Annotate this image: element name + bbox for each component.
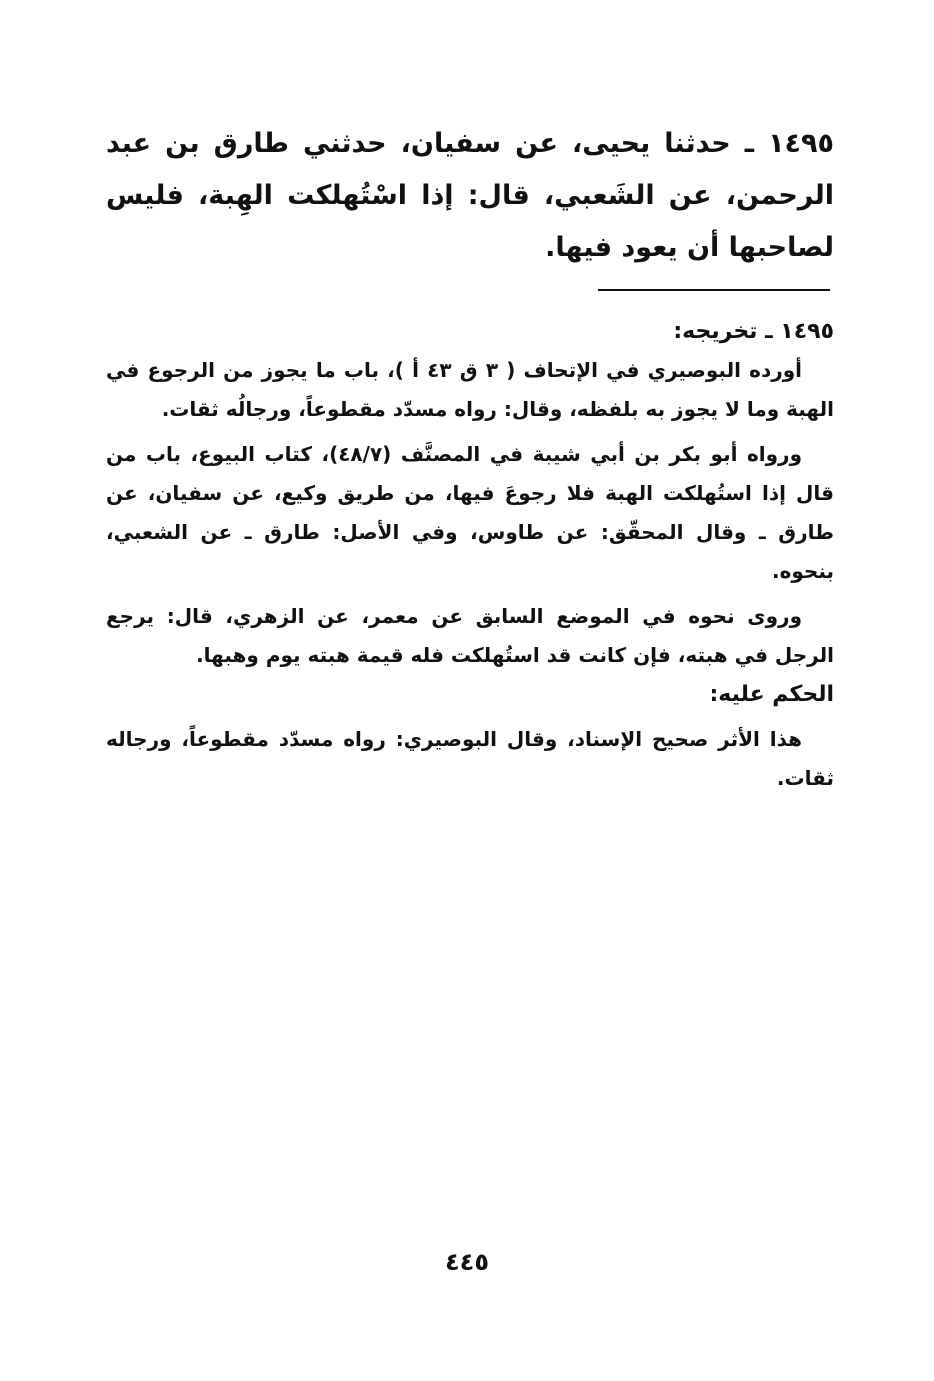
hadith-number: ١٤٩٥ xyxy=(768,128,834,159)
page-number: ٤٤٥ xyxy=(445,1248,489,1276)
footnote-paragraph-1: أورده البوصيري في الإتحاف ( ٣ ق ٤٣ أ )، باب ما يجوز من الرجوع في الهبة وما لا يجوز به بلفظه، وقال: رواه مسدّد مقطوعاً، ورجالُه ثقات. xyxy=(106,358,834,421)
takhrij-heading: ١٤٩٥ ـ تخريجه: xyxy=(673,319,834,344)
ruling-text: هذا الأثر صحيح الإسناد، وقال البوصيري: رواه مسدّد مقطوعاً، ورجاله ثقات. xyxy=(106,727,834,790)
ruling-heading: الحكم عليه: xyxy=(709,682,834,707)
footnote-paragraph-3: وروى نحوه في الموضع السابق عن معمر، عن الزهري، قال: يرجع الرجل في هبته، فإن كانت قد استُهلكت فله قيمة هبته يوم وهبها. xyxy=(106,604,834,667)
footnote-divider xyxy=(598,289,830,291)
hadith-text: ـ حدثنا يحيى، عن سفيان، حدثني طارق بن عبد الرحمن، عن الشَعبي، قال: إذا اسْتُهلكت الهِبة، فليس لصاحبها أن يعود فيها. xyxy=(106,128,834,263)
footnotes-block xyxy=(106,312,834,798)
hadith-text-block xyxy=(106,118,834,274)
footnote-paragraph-2: ورواه أبو بكر بن أبي شيبة في المصنَّف (٤٨/٧)، كتاب البيوع، باب من قال إذا استُهلكت الهبة فلا رجوعَ فيها، من طريق وكيع، عن سفيان، عن طارق ـ وقال المحقّق: عن طاوس، وفي الأصل: طارق ـ عن الشعبي، بنحوه. xyxy=(106,442,834,583)
